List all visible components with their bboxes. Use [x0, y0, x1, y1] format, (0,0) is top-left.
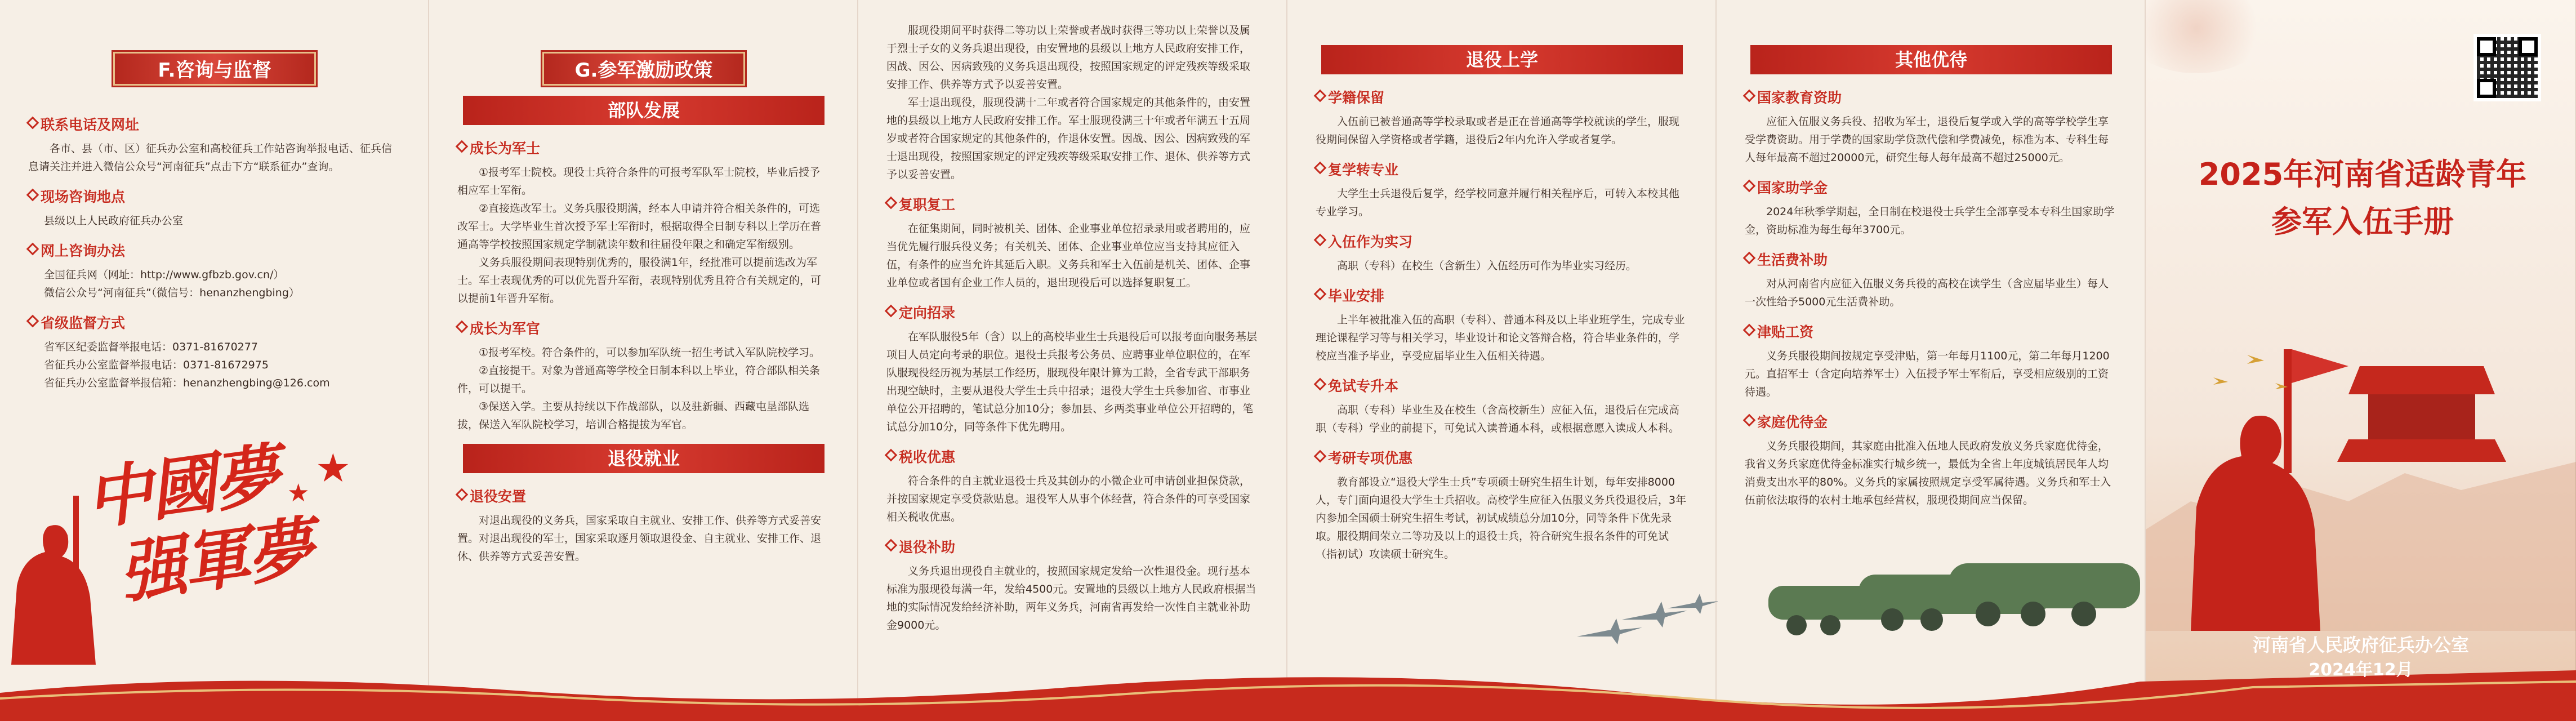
- item-title: 学籍保留: [1316, 87, 1688, 107]
- item-body: 在军队服役5年（含）以上的高校毕业生士兵退役后可以报考面向服务基层项目人员定向考录的职位。退役士兵报考公务员、应聘事业单位职位的，在军队服现役经历视为基层工作经历，服现役年限计算为工龄，全省专武干部职务出现空缺时，主要从退役大学生士兵中招录；退役大学生士兵参加省、市事业单位公开招聘的，笔试总分加10分；参加县、乡两类事业单位公开招聘的，笔试总分加10分，同等条件下优先聘用。: [886, 331, 1258, 433]
- cover-title-line-1: 2025年河南省适龄青年: [2198, 157, 2527, 192]
- item-body: 义务兵服役期间，其家庭由批准入伍地人民政府发放义务兵家庭优待金，我省义务兵家庭优待金标准实行城乡统一，最低为全省上年度城镇居民年人均消费支出水平的80%。义务兵的家属按照规定享受军属待遇。义务兵和军士入伍前依法取得的农村土地承包经营权，服现役期间应当保留。: [1745, 440, 2111, 506]
- intro-paragraph: 服现役期间平时获得二等功以上荣誉或者战时获得三等功以上荣誉以及属于烈士子女的义务兵退出现役，由安置地的县级以上地方人民政府安排工作，因战、因公、因病致残的义务兵退出现役，按照国家规定的评定残疾等级采取安排工作、供养等方式予以妥善安置。: [886, 24, 1251, 91]
- item-body: 对退出现役的义务兵，国家采取自主就业、安排工作、供养等方式妥善安置。对退出现役的军士，国家采取逐月领取退役金、自主就业、安排工作、退休、供养等方式妥善安置。: [457, 514, 822, 563]
- cover-title: [2177, 151, 2548, 246]
- item-title: 复学转专业: [1316, 159, 1688, 179]
- online-line: 微信公众号“河南征兵”（微信号：henanzhengbing）: [44, 287, 300, 299]
- item-title: 复职复工: [886, 194, 1259, 214]
- slogan-line-1: 中國夢: [81, 434, 283, 540]
- item-body: 对从河南省内应征入伍服义务兵役的高校在读学生（含应届毕业生）每人一次性给予5000元生活费补助。: [1745, 278, 2109, 308]
- slogan-line-2: 强軍夢: [114, 508, 317, 613]
- item-body: 义务兵服役期间表现特别优秀的，服役满1年，经批准可以提前选改为军士。军士表现优秀的可以优先晋升军衔，表现特别优秀且符合有关规定的，可以提前1年晋升军衔。: [457, 256, 822, 305]
- item-body: 义务兵退出现役自主就业的，按照国家规定发给一次性退役金。现行基本标准为服现役每满一年，发给4500元。安置地的县级以上地方人民政府根据当地的实际情况发给经济补助，两年义务兵，河南省再发给一次性自主就业补助金9000元。: [886, 565, 1256, 631]
- item-title: 免试专升本: [1316, 375, 1688, 395]
- panel-consultation: [0, 0, 429, 721]
- item-body: ③保送入学。主要从持续以下作战部队，以及驻新疆、西藏屯垦部队选拔，保送入军队院校学习，培训合格提拔为军官。: [457, 400, 810, 431]
- section-banner-education: 退役上学: [1321, 45, 1683, 74]
- item-title: 生活费补助: [1745, 249, 2118, 269]
- supervise-line: 省军区纪委监督举报电话：0371-81670277: [44, 341, 258, 353]
- item-title: 国家教育资助: [1745, 87, 2118, 107]
- issue-date: 2024年12月: [2308, 660, 2413, 680]
- online-title: 网上咨询办法: [28, 240, 401, 260]
- item-title: 定向招录: [886, 302, 1259, 322]
- visit-body: 县级以上人民政府征兵办公室: [44, 215, 184, 227]
- item-body: 符合条件的自主就业退役士兵及其创办的小微企业可申请创业担保贷款，并按国家规定享受贷款贴息。退役军人从事个体经营，符合条件的可享受国家相关税收优惠。: [886, 475, 1251, 523]
- item-body: ②直接提干。对象为普通高等学校全日制本科以上毕业，符合部队相关条件，可以提干。: [457, 364, 821, 395]
- item-title: 津贴工资: [1745, 321, 2118, 341]
- item-title: 退役安置: [457, 486, 830, 506]
- item-body: ①报考军士院校。现役士兵符合条件的可报考军队军士院校，毕业后授予相应军士军衔。: [457, 166, 821, 197]
- item-body: ①报考军校。符合条件的，可以参加军队统一招生考试入军队院校学习。: [479, 346, 821, 359]
- qr-code-icon: [2474, 34, 2541, 101]
- panel-incentives: [429, 0, 858, 721]
- item-body: 入伍前已被普通高等学校录取或者是正在普通高等学校就读的学生，服现役期间保留入学资格或者学籍，退役后2年内允许入学或者复学。: [1316, 115, 1680, 146]
- subsection-retirement: 退役就业: [463, 444, 825, 473]
- fighter-jets-icon: [1571, 591, 1718, 653]
- item-body: 大学生士兵退役后复学，经学校同意并履行相关程序后，可转入本校其他专业学习。: [1316, 188, 1680, 218]
- item-body: 应征入伍服义务兵役、招收为军士，退役后复学或入学的高等学校学生享受学费资助。用于学费的国家助学贷款代偿和学费减免，标准为本、专科生每人每年最高不超过20000元，研究生每人每年最高不超过25000元。: [1745, 115, 2109, 164]
- item-body: 教育部设立“退役大学生士兵”专项硕士研究生招生计划，每年安排8000人，专门面向退役大学生士兵招收。高校学生应征入伍服义务兵役退役后，3年内参加全国硕士研究生招生考试，初试成绩总分加10分，同等条件下优先录取。服役期间荣立二等功及以上的退役士兵，符合研究生报名条件的可免试（指初试）攻读硕士研究生。: [1316, 476, 1687, 560]
- decorative-blossom: [2146, 0, 2270, 73]
- star-icon: ★: [315, 445, 351, 491]
- item-title: 退役补助: [886, 536, 1259, 557]
- item-title: 毕业安排: [1316, 285, 1688, 305]
- section-banner-f: F.咨询与监督: [113, 52, 316, 86]
- issuer-name: 河南省人民政府征兵办公室: [2252, 634, 2469, 656]
- item-body: 义务兵服役期间按规定享受津贴，第一年每月1100元，第二年每月1200元。直招军士（含定向培养军士）入伍授予军士军衔后，享受相应级别的工资待遇。: [1745, 350, 2110, 398]
- star-icon: ★: [287, 479, 310, 508]
- intro-paragraph: 军士退出现役，服现役满十二年或者符合国家规定的其他条件的，由安置地的县级以上地方人民政府安排工作。军士服现役满三十年或者年满五十五周岁或者符合国家规定的其他条件的，作退休安置。因战、因公、因病致残的军士退出现役，按照国家规定的评定残疾等级采取安排工作、退休、供养等方式予以妥善安置。: [886, 96, 1251, 181]
- item-title: 家庭优待金: [1745, 411, 2118, 431]
- soldier-silhouette-icon: [0, 473, 113, 665]
- missile-convoy-illustration: [1746, 535, 2151, 670]
- supervise-line: 省征兵办公室监督举报信箱：henanzhengbing@126.com: [44, 377, 330, 389]
- item-title: 成长为军士: [457, 137, 830, 158]
- item-title: 入伍作为实习: [1316, 231, 1688, 251]
- visit-title: 现场咨询地点: [28, 186, 401, 206]
- item-title: 税收优惠: [886, 446, 1259, 466]
- subsection-army-development: 部队发展: [463, 96, 825, 125]
- panel-cover: [2146, 0, 2576, 721]
- supervise-title: 省级监督方式: [28, 312, 401, 332]
- soldiers-and-great-wall-illustration: [2146, 315, 2576, 631]
- contact-title: 联系电话及网址: [28, 114, 401, 134]
- item-body: 2024年秋季学期起，全日制在校退役士兵学生全部享受本专科生国家助学金，资助标准为每生每年3700元。: [1745, 206, 2115, 236]
- item-title: 国家助学金: [1745, 177, 2118, 197]
- item-body: 高职（专科）在校生（含新生）入伍经历可作为毕业实习经历。: [1337, 260, 1637, 272]
- contact-body: 各市、县（市、区）征兵办公室和高校征兵工作站咨询举报电话、征兵信息请关注并进入微信公众号“河南征兵”点击下方“联系征办”查询。: [28, 143, 393, 173]
- section-banner-g: G.参军激励政策: [542, 52, 745, 86]
- item-body: 在征集期间，同时被机关、团体、企业事业单位招录录用或者聘用的，应当优先履行服兵役义务；有关机关、团体、企业事业单位应当支持其应征入伍，有条件的应当允许其延后入职。义务兵和军士入伍前是机关、团体、企事业单位或者国有企业工作人员的，退出现役后可以选择复职复工。: [886, 222, 1251, 289]
- panel-retirement-policies: [858, 0, 1287, 721]
- item-title: 考研专项优惠: [1316, 447, 1688, 468]
- item-body: 高职（专科）毕业生及在校生（含高校新生）应征入伍，退役后在完成高职（专科）学业的前提下，可免试入读普通本科，或根据意愿入读成人本科。: [1316, 404, 1680, 434]
- item-body: 上半年被批准入伍的高职（专科）、普通本科及以上毕业班学生，完成专业理论课程学习等与相关学习，毕业设计和论文答辩合格，符合毕业条件的，学校应当准予毕业，享受应届毕业生入伍相关待遇。: [1316, 314, 1685, 362]
- item-body: ②直接选改军士。义务兵服役期满，经本人申请并符合相关条件的，可选改军士。大学毕业生首次授予军士军衔时，根据取得全日制专科以上学历在普通高等学校按照国家规定学制就读年数和往届役年限之和确定军衔级别。: [457, 202, 822, 251]
- item-title: 成长为军官: [457, 318, 830, 338]
- supervise-line: 省征兵办公室监督举报电话：0371-81672975: [44, 359, 269, 371]
- online-line: 全国征兵网（网址：http://www.gfbzb.gov.cn/）: [44, 269, 284, 281]
- cover-title-line-2: 参军入伍手册: [2271, 204, 2454, 239]
- section-banner-other: 其他优待: [1750, 45, 2112, 74]
